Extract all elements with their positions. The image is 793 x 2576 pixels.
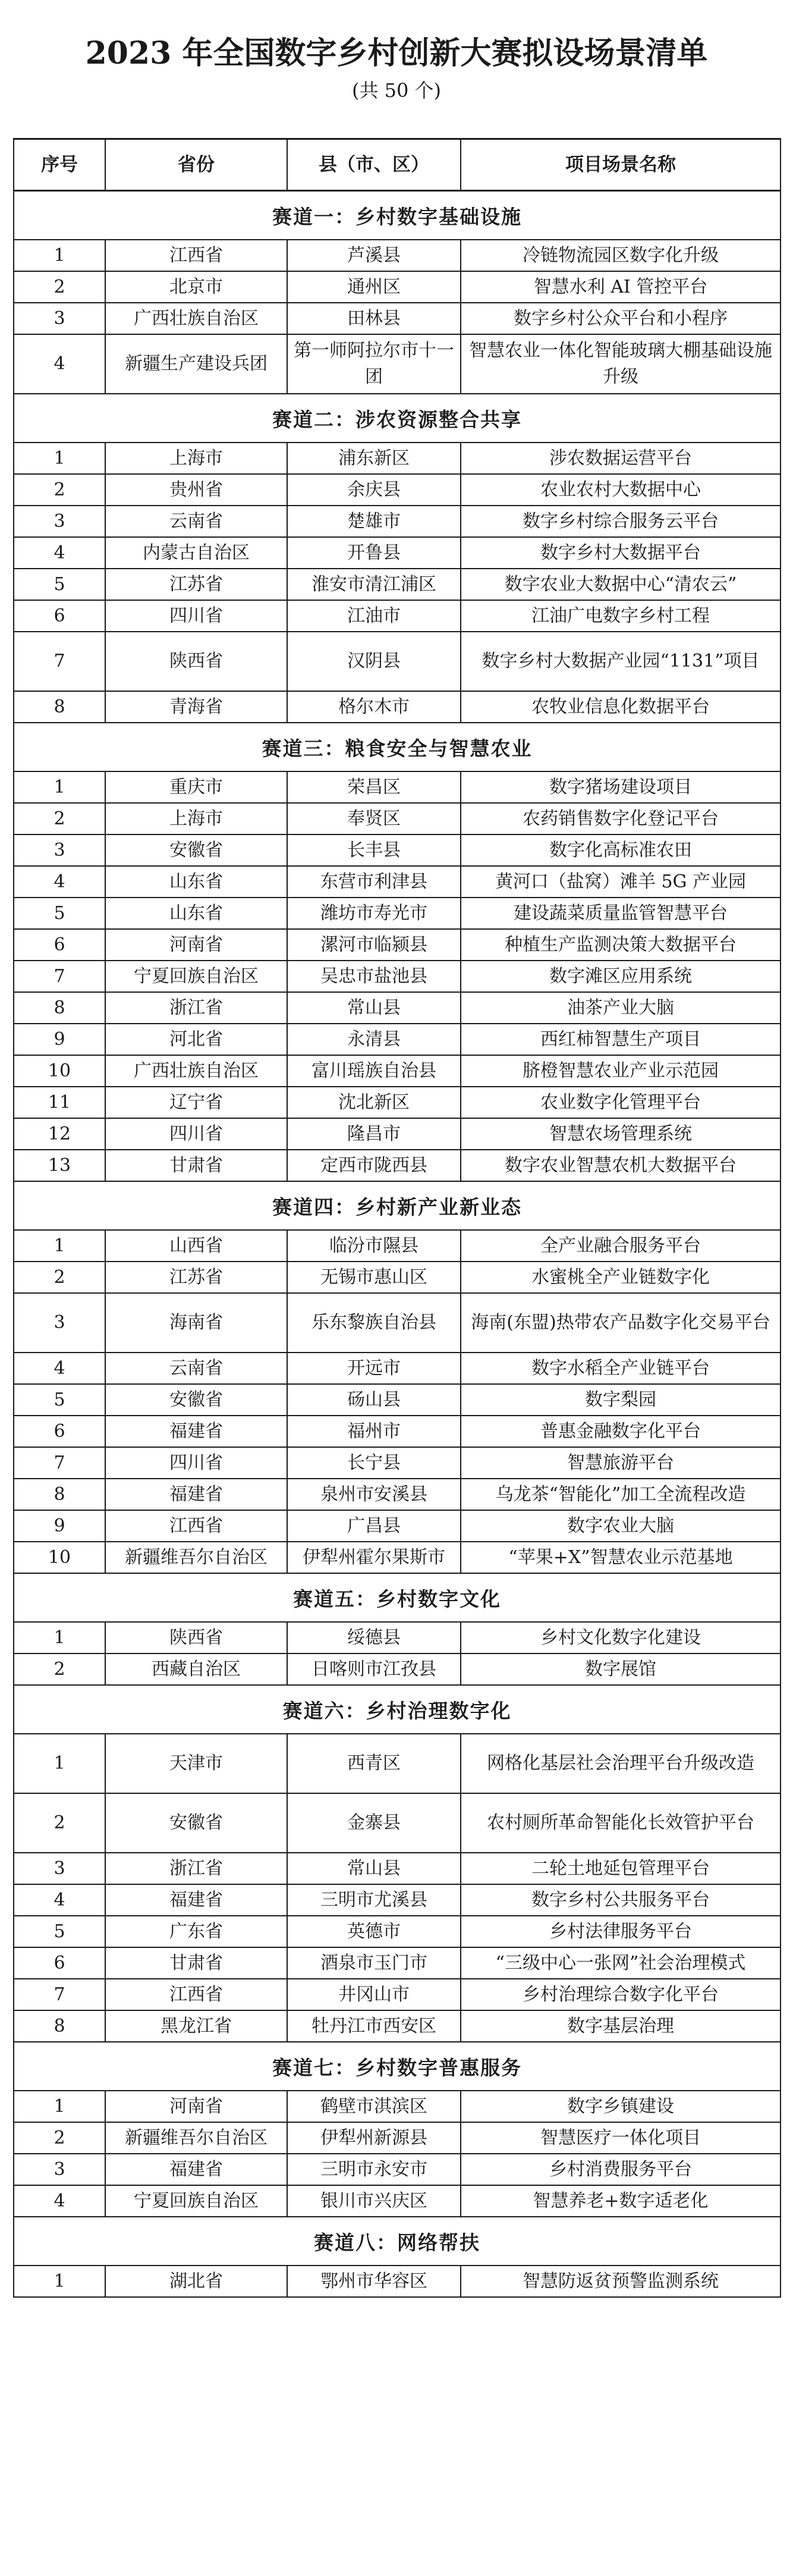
cell-no: 12: [13, 1119, 106, 1149]
cell-province: 黑龙江省: [106, 2011, 288, 2041]
cell-no: 1: [13, 240, 106, 271]
cell-no: 3: [13, 2154, 106, 2185]
cell-scene: 江油广电数字乡村工程: [461, 601, 781, 631]
table-row: [13, 692, 781, 723]
cell-province: 新疆维吾尔自治区: [106, 1542, 288, 1573]
table-row: [13, 898, 781, 930]
cell-county: 通州区: [288, 272, 461, 302]
cell-province: 西藏自治区: [106, 1654, 288, 1684]
table-header: [13, 138, 781, 192]
table-row: [13, 1024, 781, 1056]
cell-county: 鹤壁市淇滨区: [288, 2091, 461, 2122]
cell-county: 伊犁州霍尔果斯市: [288, 1542, 461, 1573]
cell-scene: 智慧防返贫预警监测系统: [461, 2266, 781, 2296]
table-row: [13, 835, 781, 867]
cell-province: 江苏省: [106, 569, 288, 600]
table-row: [13, 1853, 781, 1885]
cell-no: 4: [13, 1885, 106, 1915]
cell-county: 长丰县: [288, 835, 461, 865]
cell-province: 青海省: [106, 692, 288, 722]
cell-province: 山东省: [106, 867, 288, 897]
cell-province: 江西省: [106, 1511, 288, 1541]
table-row: [13, 804, 781, 835]
cell-county: 芦溪县: [288, 240, 461, 271]
cell-no: 10: [13, 1542, 106, 1573]
cell-county: 常山县: [288, 1853, 461, 1884]
cell-province: 江西省: [106, 240, 288, 271]
header-scene: 项目场景名称: [461, 140, 781, 190]
cell-county: 东营市利津县: [288, 867, 461, 897]
cell-province: 福建省: [106, 1416, 288, 1447]
cell-county: 隆昌市: [288, 1119, 461, 1149]
table-row: [13, 1948, 781, 1979]
cell-no: 2: [13, 804, 106, 834]
cell-province: 北京市: [106, 272, 288, 302]
cell-no: 1: [13, 2091, 106, 2122]
cell-county: 荣昌区: [288, 772, 461, 802]
cell-province: 广西壮族自治区: [106, 303, 288, 334]
table-row: [13, 1087, 781, 1119]
table-row: [13, 475, 781, 506]
cell-scene: 建设蔬菜质量监管智慧平台: [461, 898, 781, 928]
table-row: [13, 961, 781, 993]
cell-county: 常山县: [288, 993, 461, 1023]
cell-province: 河南省: [106, 2091, 288, 2122]
table-row: [13, 303, 781, 335]
cell-scene: 脐橙智慧农业产业示范园: [461, 1056, 781, 1086]
table-row: [13, 569, 781, 601]
cell-scene: 数字乡村大数据产业园“1131”项目: [461, 632, 781, 691]
cell-county: 长宁县: [288, 1448, 461, 1478]
table-row: [13, 867, 781, 898]
cell-province: 安徽省: [106, 1385, 288, 1415]
cell-province: 辽宁省: [106, 1087, 288, 1118]
table-row: [13, 993, 781, 1024]
cell-no: 11: [13, 1087, 106, 1118]
cell-province: 江西省: [106, 1979, 288, 2010]
cell-scene: 全产业融合服务平台: [461, 1231, 781, 1261]
table-row: [13, 1623, 781, 1654]
track-heading: 赛道四：乡村新产业新业态: [13, 1182, 781, 1231]
table-row: [13, 2123, 781, 2154]
cell-scene: 智慧农业一体化智能玻璃大棚基础设施升级: [461, 335, 781, 393]
cell-province: 广东省: [106, 1916, 288, 1947]
cell-county: 格尔木市: [288, 692, 461, 722]
cell-county: 鄂州市华容区: [288, 2266, 461, 2296]
cell-scene: 冷链物流园区数字化升级: [461, 240, 781, 271]
cell-province: 陕西省: [106, 1623, 288, 1653]
track-heading: 赛道五：乡村数字文化: [13, 1574, 781, 1623]
document-title: 2023 年全国数字乡村创新大赛拟设场景清单: [85, 35, 708, 71]
cell-scene: 乡村消费服务平台: [461, 2154, 781, 2185]
cell-province: 广西壮族自治区: [106, 1056, 288, 1086]
cell-county: 福州市: [288, 1416, 461, 1447]
cell-county: 淮安市清江浦区: [288, 569, 461, 600]
cell-province: 陕西省: [106, 632, 288, 691]
cell-scene: 数字基层治理: [461, 2011, 781, 2041]
cell-no: 2: [13, 1794, 106, 1852]
cell-no: 7: [13, 961, 106, 992]
cell-scene: 数字乡村公众平台和小程序: [461, 303, 781, 334]
track-heading: 赛道一：乡村数字基础设施: [13, 192, 781, 240]
cell-province: 贵州省: [106, 475, 288, 505]
cell-scene: 数字展馆: [461, 1654, 781, 1684]
cell-no: 3: [13, 835, 106, 865]
cell-county: 定西市陇西县: [288, 1150, 461, 1181]
cell-county: 开鲁县: [288, 538, 461, 568]
cell-no: 7: [13, 632, 106, 691]
cell-no: 6: [13, 1948, 106, 1978]
cell-province: 上海市: [106, 443, 288, 473]
cell-no: 5: [13, 1385, 106, 1415]
cell-province: 浙江省: [106, 1853, 288, 1884]
cell-province: 新疆生产建设兵团: [106, 335, 288, 393]
cell-no: 7: [13, 1979, 106, 2010]
table-row: [13, 240, 781, 272]
cell-scene: 数字乡村大数据平台: [461, 538, 781, 568]
cell-province: 福建省: [106, 2154, 288, 2185]
cell-county: 吴忠市盐池县: [288, 961, 461, 992]
cell-county: 井冈山市: [288, 1979, 461, 2010]
cell-no: 8: [13, 2011, 106, 2041]
cell-province: 浙江省: [106, 993, 288, 1023]
cell-province: 四川省: [106, 601, 288, 631]
cell-county: 第一师阿拉尔市十一团: [288, 335, 461, 393]
cell-province: 海南省: [106, 1294, 288, 1352]
table-row: [13, 1231, 781, 1262]
cell-scene: 黄河口（盐窝）滩羊 5G 产业园: [461, 867, 781, 897]
cell-no: 4: [13, 867, 106, 897]
cell-province: 安徽省: [106, 1794, 288, 1852]
cell-no: 7: [13, 1448, 106, 1478]
cell-no: 10: [13, 1056, 106, 1086]
cell-province: 云南省: [106, 506, 288, 536]
cell-scene: 智慧水利 AI 管控平台: [461, 272, 781, 302]
cell-scene: “三级中心一张网”社会治理模式: [461, 1948, 781, 1978]
cell-province: 福建省: [106, 1885, 288, 1915]
cell-scene: 智慧农场管理系统: [461, 1119, 781, 1149]
table-row: [13, 1479, 781, 1511]
cell-no: 1: [13, 1623, 106, 1653]
cell-province: 安徽省: [106, 835, 288, 865]
table-row: [13, 506, 781, 538]
table-row: [13, 1294, 781, 1353]
cell-no: 8: [13, 1479, 106, 1510]
table-body: [13, 192, 781, 2298]
cell-no: 6: [13, 1416, 106, 1447]
track-heading: 赛道二：涉农资源整合共享: [13, 394, 781, 443]
cell-no: 2: [13, 1262, 106, 1292]
table-row: [13, 1654, 781, 1686]
table-row: [13, 930, 781, 961]
table-row: [13, 538, 781, 569]
cell-province: 宁夏回族自治区: [106, 961, 288, 992]
cell-scene: 油茶产业大脑: [461, 993, 781, 1023]
track-heading: 赛道三：粮食安全与智慧农业: [13, 723, 781, 772]
cell-scene: 数字乡村公共服务平台: [461, 1885, 781, 1915]
cell-scene: 数字农业大脑: [461, 1511, 781, 1541]
cell-scene: 数字化高标准农田: [461, 835, 781, 865]
cell-county: 永清县: [288, 1024, 461, 1055]
cell-county: 沈北新区: [288, 1087, 461, 1118]
table-row: [13, 2154, 781, 2186]
cell-no: 2: [13, 475, 106, 505]
cell-county: 英德市: [288, 1916, 461, 1947]
cell-county: 三明市尤溪县: [288, 1885, 461, 1915]
table-row: [13, 1119, 781, 1150]
cell-no: 4: [13, 538, 106, 568]
cell-county: 乐东黎族自治县: [288, 1294, 461, 1352]
cell-county: 余庆县: [288, 475, 461, 505]
header-county: 县（市、区）: [288, 140, 461, 190]
cell-county: 潍坊市寿光市: [288, 898, 461, 928]
cell-scene: 乌龙茶“智能化”加工全流程改造: [461, 1479, 781, 1510]
cell-county: 三明市永安市: [288, 2154, 461, 2185]
cell-scene: 水蜜桃全产业链数字化: [461, 1262, 781, 1292]
cell-scene: 农村厕所革命智能化长效管护平台: [461, 1794, 781, 1852]
table-row: [13, 1448, 781, 1479]
cell-scene: 农业数字化管理平台: [461, 1087, 781, 1118]
cell-scene: 农业农村大数据中心: [461, 475, 781, 505]
cell-scene: 农牧业信息化数据平台: [461, 692, 781, 722]
document-subtitle: (共 50 个): [351, 79, 442, 102]
cell-scene: 数字梨园: [461, 1385, 781, 1415]
cell-province: 上海市: [106, 804, 288, 834]
cell-county: 泉州市安溪县: [288, 1479, 461, 1510]
table-row: [13, 1353, 781, 1385]
cell-scene: 数字猪场建设项目: [461, 772, 781, 802]
cell-no: 13: [13, 1150, 106, 1181]
cell-province: 天津市: [106, 1734, 288, 1793]
cell-province: 甘肃省: [106, 1948, 288, 1978]
table-row: [13, 1734, 781, 1794]
table-row: [13, 1385, 781, 1416]
table-row: [13, 1794, 781, 1853]
cell-province: 湖北省: [106, 2266, 288, 2296]
table-row: [13, 1056, 781, 1087]
table-row: [13, 1262, 781, 1294]
table-row: [13, 2186, 781, 2217]
cell-no: 1: [13, 1734, 106, 1793]
cell-province: 云南省: [106, 1353, 288, 1383]
cell-county: 奉贤区: [288, 804, 461, 834]
cell-scene: 数字水稻全产业链平台: [461, 1353, 781, 1383]
cell-no: 8: [13, 692, 106, 722]
table-row: [13, 272, 781, 303]
table-row: [13, 443, 781, 475]
cell-county: 无锡市惠山区: [288, 1262, 461, 1292]
cell-scene: 海南(东盟)热带农产品数字化交易平台: [461, 1294, 781, 1352]
cell-no: 3: [13, 506, 106, 536]
cell-county: 牡丹江市西安区: [288, 2011, 461, 2041]
cell-scene: 乡村治理综合数字化平台: [461, 1979, 781, 2010]
cell-no: 6: [13, 601, 106, 631]
table-row: [13, 2011, 781, 2042]
header-province: 省份: [106, 140, 288, 190]
cell-province: 山西省: [106, 1231, 288, 1261]
table-row: [13, 1416, 781, 1448]
cell-no: 9: [13, 1511, 106, 1541]
cell-scene: 数字滩区应用系统: [461, 961, 781, 992]
cell-county: 西青区: [288, 1734, 461, 1793]
cell-scene: “苹果+X”智慧农业示范基地: [461, 1542, 781, 1573]
cell-county: 金寨县: [288, 1794, 461, 1852]
table-row: [13, 335, 781, 394]
cell-no: 1: [13, 443, 106, 473]
cell-no: 1: [13, 1231, 106, 1261]
cell-province: 福建省: [106, 1479, 288, 1510]
cell-no: 5: [13, 898, 106, 928]
cell-no: 4: [13, 1353, 106, 1383]
table-row: [13, 1979, 781, 2011]
cell-no: 5: [13, 1916, 106, 1947]
track-heading: 赛道六：乡村治理数字化: [13, 1686, 781, 1734]
cell-province: 内蒙古自治区: [106, 538, 288, 568]
cell-province: 四川省: [106, 1448, 288, 1478]
cell-scene: 乡村法律服务平台: [461, 1916, 781, 1947]
header-no: 序号: [13, 140, 106, 190]
cell-no: 3: [13, 1294, 106, 1352]
cell-scene: 涉农数据运营平台: [461, 443, 781, 473]
cell-scene: 数字乡村综合服务云平台: [461, 506, 781, 536]
cell-county: 汉阴县: [288, 632, 461, 691]
cell-no: 8: [13, 993, 106, 1023]
cell-province: 重庆市: [106, 772, 288, 802]
cell-county: 砀山县: [288, 1385, 461, 1415]
cell-scene: 乡村文化数字化建设: [461, 1623, 781, 1653]
cell-scene: 网格化基层社会治理平台升级改造: [461, 1734, 781, 1793]
scene-table: [13, 138, 781, 2298]
cell-no: 1: [13, 2266, 106, 2296]
cell-scene: 西红柿智慧生产项目: [461, 1024, 781, 1055]
cell-scene: 二轮土地延包管理平台: [461, 1853, 781, 1884]
cell-province: 河南省: [106, 930, 288, 960]
cell-scene: 数字农业智慧农机大数据平台: [461, 1150, 781, 1181]
cell-no: 3: [13, 1853, 106, 1884]
cell-scene: 数字乡镇建设: [461, 2091, 781, 2122]
cell-no: 4: [13, 2186, 106, 2216]
table-row: [13, 1885, 781, 1916]
cell-province: 江苏省: [106, 1262, 288, 1292]
cell-county: 日喀则市江孜县: [288, 1654, 461, 1684]
cell-scene: 数字农业大数据中心“清农云”: [461, 569, 781, 600]
cell-province: 宁夏回族自治区: [106, 2186, 288, 2216]
track-heading: 赛道八：网络帮扶: [13, 2217, 781, 2266]
cell-scene: 普惠金融数字化平台: [461, 1416, 781, 1447]
cell-county: 江油市: [288, 601, 461, 631]
table-row: [13, 601, 781, 632]
cell-scene: 智慧养老+数字适老化: [461, 2186, 781, 2216]
cell-province: 山东省: [106, 898, 288, 928]
cell-county: 田林县: [288, 303, 461, 334]
cell-county: 漯河市临颍县: [288, 930, 461, 960]
table-row: [13, 1916, 781, 1948]
cell-no: 2: [13, 2123, 106, 2153]
cell-no: 9: [13, 1024, 106, 1055]
cell-county: 临汾市隰县: [288, 1231, 461, 1261]
cell-county: 楚雄市: [288, 506, 461, 536]
table-row: [13, 1150, 781, 1182]
table-row: [13, 2266, 781, 2298]
cell-province: 新疆维吾尔自治区: [106, 2123, 288, 2153]
table-row: [13, 1542, 781, 1574]
cell-county: 开远市: [288, 1353, 461, 1383]
cell-scene: 农药销售数字化登记平台: [461, 804, 781, 834]
cell-scene: 智慧医疗一体化项目: [461, 2123, 781, 2153]
table-row: [13, 772, 781, 804]
table-row: [13, 632, 781, 692]
table-row: [13, 2091, 781, 2123]
cell-province: 四川省: [106, 1119, 288, 1149]
cell-county: 广昌县: [288, 1511, 461, 1541]
cell-no: 3: [13, 303, 106, 334]
cell-county: 绥德县: [288, 1623, 461, 1653]
cell-county: 浦东新区: [288, 443, 461, 473]
cell-scene: 种植生产监测决策大数据平台: [461, 930, 781, 960]
track-heading: 赛道七：乡村数字普惠服务: [13, 2042, 781, 2091]
cell-county: 富川瑶族自治县: [288, 1056, 461, 1086]
table-row: [13, 1511, 781, 1542]
cell-no: 2: [13, 272, 106, 302]
cell-scene: 智慧旅游平台: [461, 1448, 781, 1478]
cell-province: 河北省: [106, 1024, 288, 1055]
cell-no: 2: [13, 1654, 106, 1684]
cell-no: 1: [13, 772, 106, 802]
cell-province: 甘肃省: [106, 1150, 288, 1181]
cell-county: 伊犁州新源县: [288, 2123, 461, 2153]
cell-no: 4: [13, 335, 106, 393]
cell-no: 5: [13, 569, 106, 600]
cell-county: 银川市兴庆区: [288, 2186, 461, 2216]
cell-no: 6: [13, 930, 106, 960]
cell-county: 酒泉市玉门市: [288, 1948, 461, 1978]
